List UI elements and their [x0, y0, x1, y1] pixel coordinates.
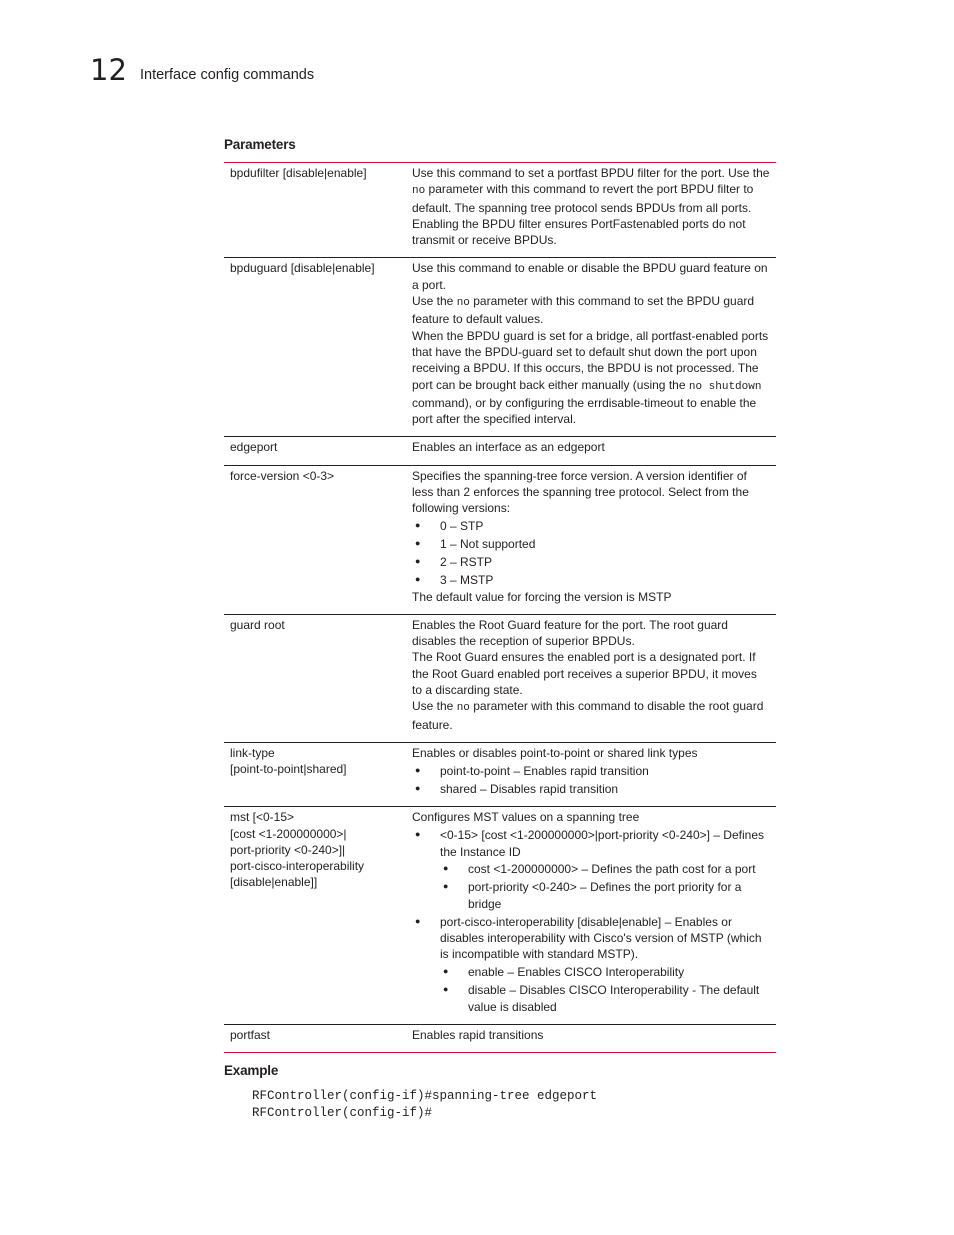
- param-term: link-type [point-to-point|shared]: [230, 745, 347, 777]
- param-description: Enables rapid transitions: [412, 1027, 544, 1042]
- list-item: ● 0 – STP: [412, 518, 770, 534]
- param-description: Use this command to set a portfast BPDU filter for the port. Use the no parameter with this command to revert the port BPDU filter to default. The spanning tree protocol sends BPDUs from all ports. Enabling the BPDU filter ensures PortFastenabled ports do not transmit or receive BPDUs.: [412, 166, 770, 248]
- sub-bullet-list: [440, 964, 770, 1015]
- table-row: [224, 465, 776, 614]
- param-description: Enables the Root Guard feature for the port. The root guard disables the reception of superior BPDUs. The Root Guard ensures the enabled port is a designated port. If the Root Guard enabled port receives a superior BPDU, it moves to a discarding state. Use the no parameter with this command to disable the root guard feature.: [412, 617, 764, 732]
- example-heading: Example: [224, 1063, 279, 1078]
- list-item: ● enable – Enables CISCO Interoperability: [440, 964, 770, 980]
- table-row: [224, 742, 776, 806]
- param-term: bpduguard [disable|enable]: [230, 261, 375, 276]
- list-item: ● 1 – Not supported: [412, 536, 770, 552]
- list-item: ● point-to-point – Enables rapid transition: [412, 763, 770, 779]
- param-description: Enables an interface as an edgeport: [412, 440, 605, 455]
- parameters-heading: Parameters: [224, 137, 296, 152]
- list-item: ● 2 – RSTP: [412, 554, 770, 570]
- param-description: Enables or disables point-to-point or shared link types ● point-to-point – Enables rapid transition ● shared – Disables rapid transition: [406, 742, 776, 806]
- list-item: ● port-priority <0-240> – Defines the port priority for a bridge: [440, 879, 770, 912]
- param-description: Specifies the spanning-tree force version. A version identifier of less than 2 enforces the spanning tree protocol. Select from the following versions: ● 0 – STP ● 1 – Not supported ● 2 – RSTP ● 3 – MSTP The default value for forcing the version is MSTP: [406, 465, 776, 614]
- sub-bullet-list: [440, 861, 770, 912]
- param-description: Configures MST values on a spanning tree ● <0-15> [cost <1-200000000>|port-priority <0-240>] – Defines the Instance ID ● cost <1-200000000> – Defines the path cost for a port ● port-priority <0-240> – Defines the port priority for a bridge ● port-cisco-interoperability [disable|enable] – Enables or disables interoperability with Cisco's version of MSTP (which is incompatible with standard MSTP). ● enable – Enables CISCO Interoperability ● disable – Disables CISCO Interoperability - The default value is disabled: [406, 807, 776, 1025]
- bullet-list: [412, 827, 770, 1015]
- param-term: guard root: [230, 617, 285, 632]
- code-line: RFController(config-if)#spanning-tree edgeport: [252, 1089, 598, 1103]
- table-row: [224, 807, 776, 1025]
- param-term: edgeport: [230, 440, 278, 455]
- table-row: [224, 258, 776, 437]
- param-description: Use this command to enable or disable the BPDU guard feature on a port. Use the no parameter with this command to set the BPDU guard feature to default values. When the BPDU guard is set for a bridge, all portfast-enabled ports that have the BPDU-guard set to default shut down the port upon receiving a BPDU. If this occurs, the BPDU is not processed. The port can be brought back either manually (using the no shutdown command), or by configuring the errdisable-timeout to enable the port after the specified interval.: [412, 261, 769, 427]
- param-term: force-version <0-3>: [230, 468, 335, 483]
- chapter-number: 12: [90, 53, 127, 87]
- example-code-block: [252, 1088, 597, 1121]
- param-term: portfast: [230, 1027, 271, 1042]
- param-term: mst [<0-15> [cost <1-200000000>| port-priority <0-240>]| port-cisco-interoperability [disable|enable]]: [230, 810, 365, 890]
- list-item: ● shared – Disables rapid transition: [412, 781, 770, 797]
- table-row: [224, 614, 776, 742]
- code-line: RFController(config-if)#: [252, 1105, 433, 1120]
- list-item: ● cost <1-200000000> – Defines the path cost for a port: [440, 861, 770, 877]
- list-item: ● disable – Disables CISCO Interoperability - The default value is disabled: [440, 982, 770, 1015]
- list-item: ● <0-15> [cost <1-200000000>|port-priority <0-240>] – Defines the Instance ID ● cost <1-200000000> – Defines the path cost for a port ● port-priority <0-240> – Defines the port priority for a bridge: [412, 827, 770, 912]
- table-row: [224, 1024, 776, 1052]
- list-item: ● port-cisco-interoperability [disable|enable] – Enables or disables interoperability with Cisco's version of MSTP (which is incompatible with standard MSTP). ● enable – Enables CISCO Interoperability ● disable – Disables CISCO Interoperability - The default value is disabled: [412, 914, 770, 1015]
- parameters-table: [224, 162, 776, 1053]
- table-row: [224, 437, 776, 465]
- bullet-list: [412, 518, 770, 588]
- bullet-list: [412, 763, 770, 797]
- table-row: [224, 163, 776, 258]
- chapter-title: Interface config commands: [140, 67, 315, 83]
- list-item: ● 3 – MSTP: [412, 572, 770, 588]
- param-term: bpdufilter [disable|enable]: [230, 166, 367, 180]
